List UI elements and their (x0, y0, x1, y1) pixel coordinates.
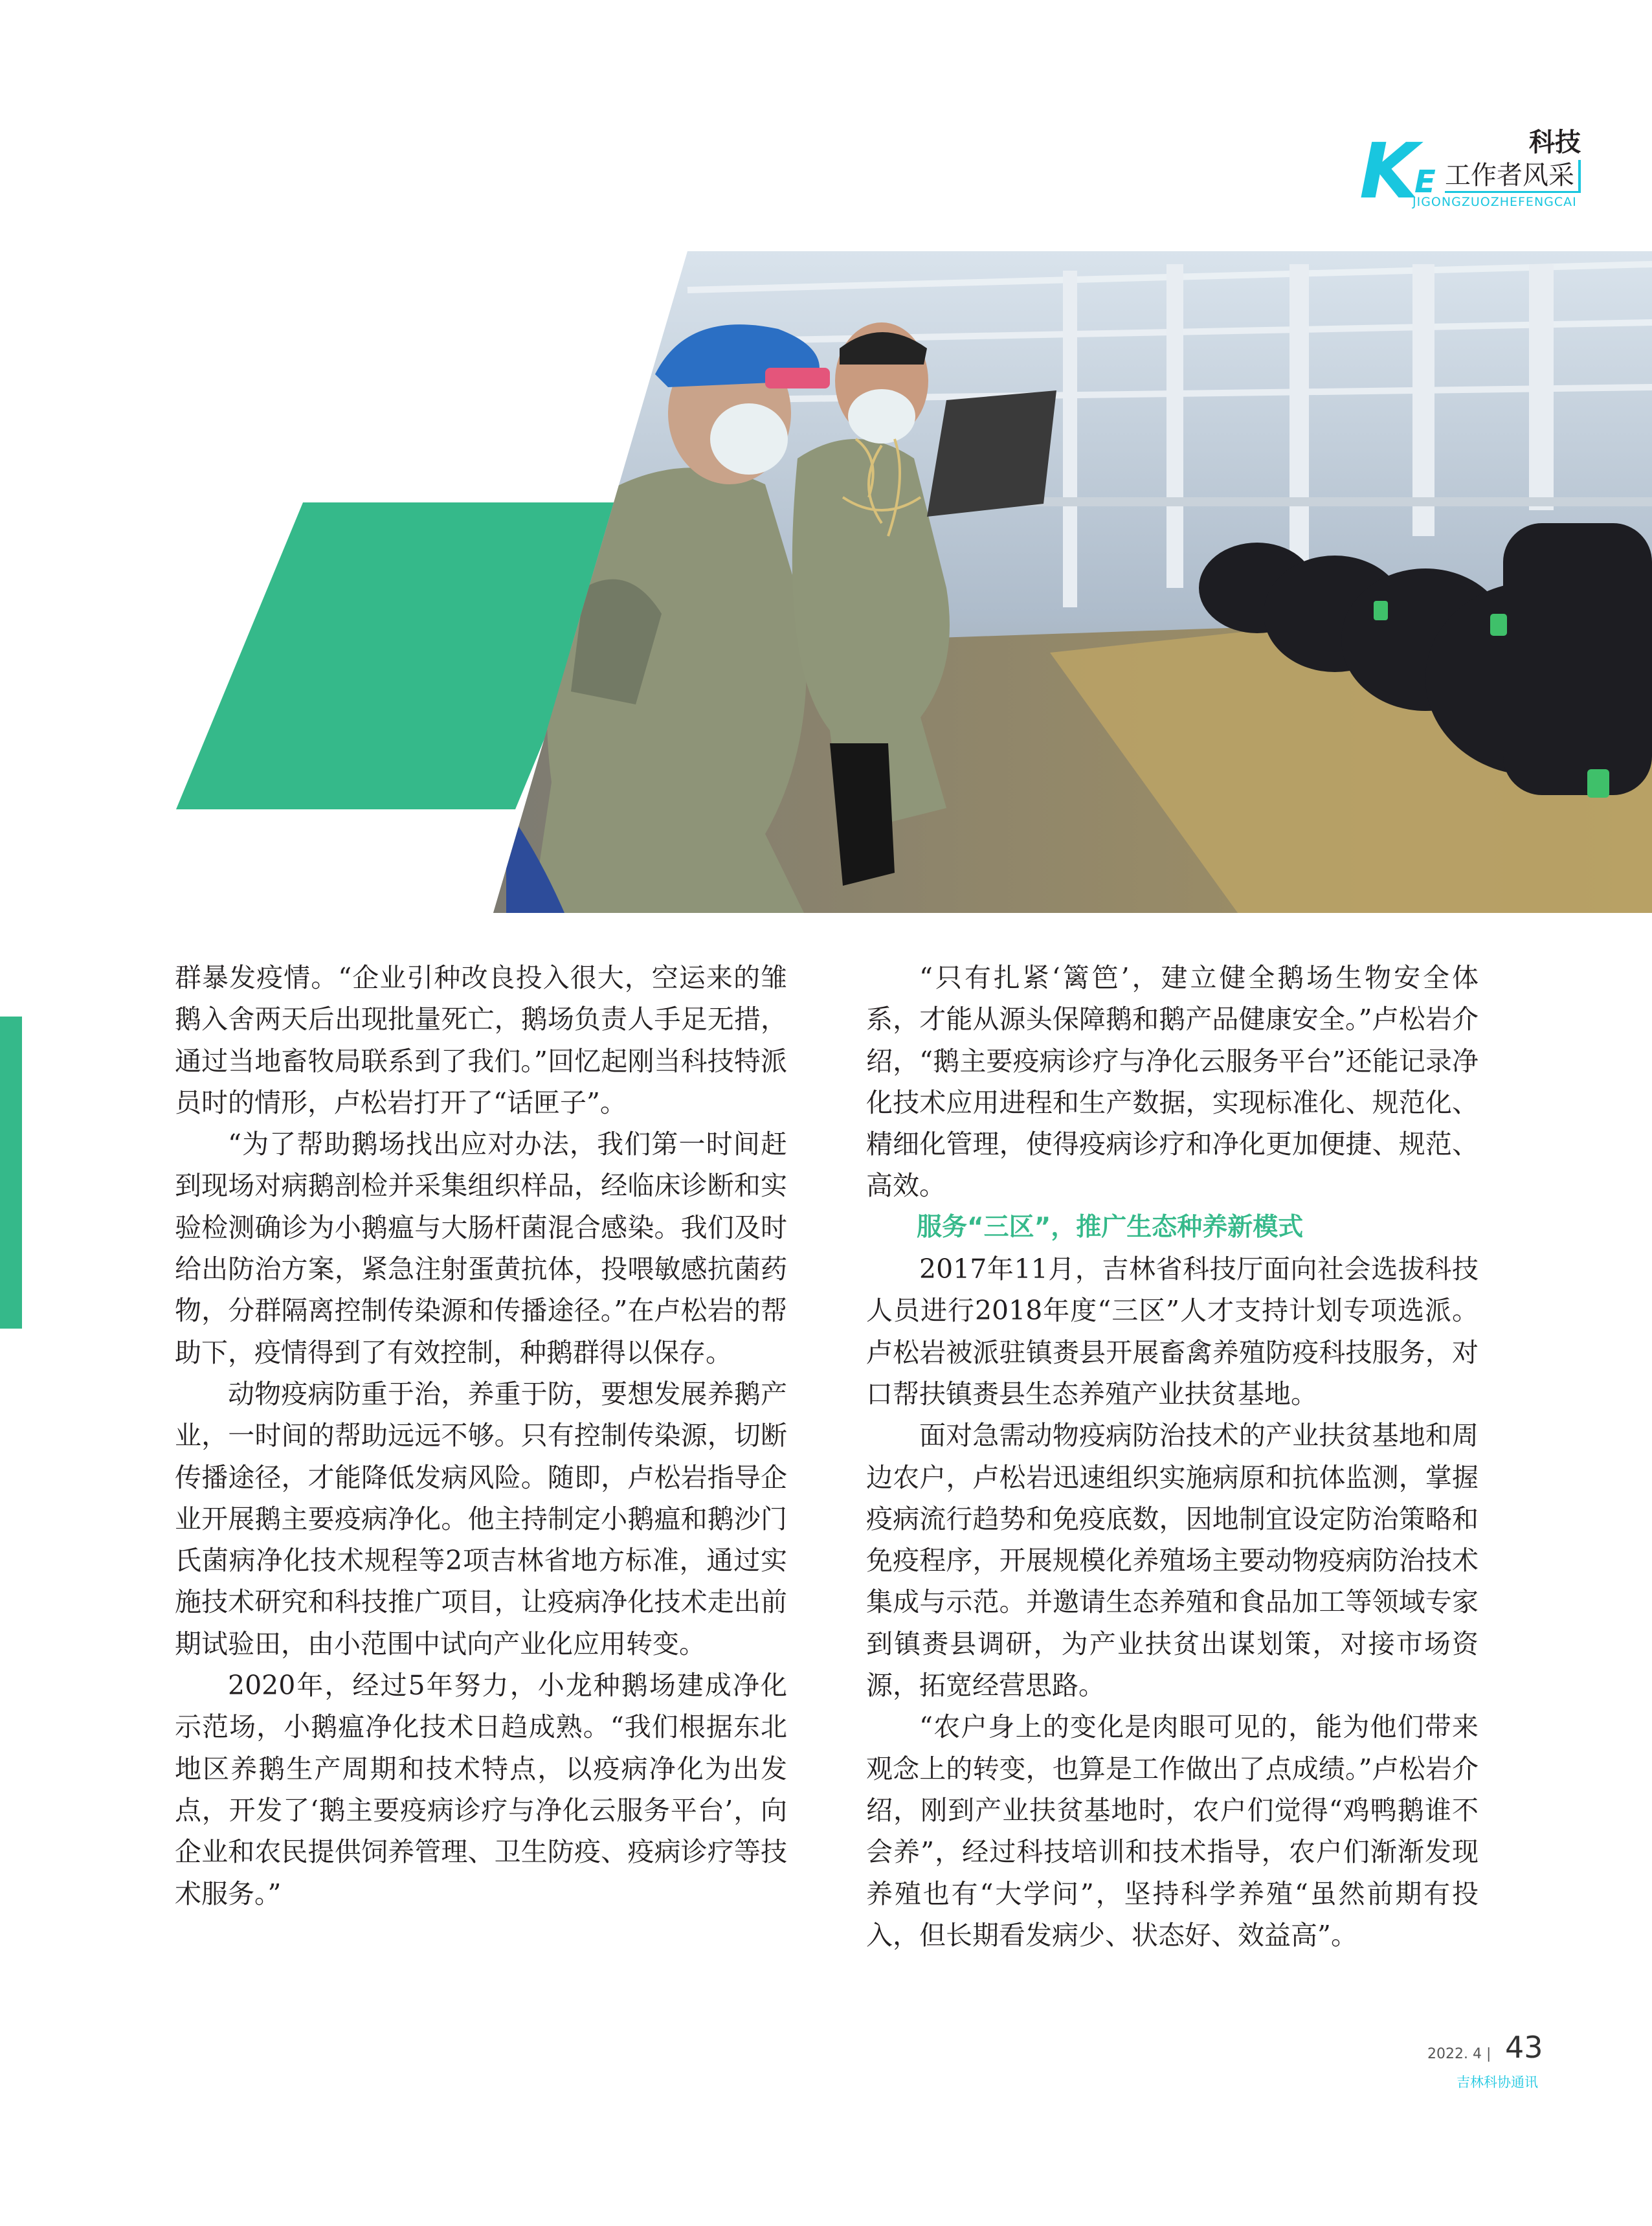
column-logo (1327, 126, 1586, 214)
left-text-column (175, 957, 787, 1915)
right-text-column (866, 957, 1479, 1956)
paragraph: “农户身上的变化是肉眼可见的，能为他们带来观念上的转变，也算是工作做出了点成绩。”卢松岩介绍，刚到产业扶贫基地时，农户们觉得“鸡鸭鹅谁不会养”，经过科技培训和技术指导，农户们渐渐发现养殖也有“大学问”，坚持科学养殖“虽然前期有投入，但长期看发病少、状态好、效益高”。 (866, 1711, 1479, 1951)
page-number: 43 (1505, 2030, 1543, 2065)
paragraph: 动物疫病防重于治，养重于防，要想发展养鹅产业，一时间的帮助远远不够。只有控制传染源，切断传播途径，才能降低发病风险。随即，卢松岩指导企业开展鹅主要疫病净化。他主持制定小鹅瘟和鹅沙门氏菌病净化技术规程等2项吉林省地方标准，通过实施技术研究和科技推广项目，让疫病净化技术走出前期试验田，由小范围中试向产业化应用转变。 (175, 1378, 787, 1659)
paragraph: 面对急需动物疫病防治技术的产业扶贫基地和周边农户，卢松岩迅速组织实施病原和抗体监测，掌握疫病流行趋势和免疫底数，因地制宜设定防治策略和免疫程序，开展规模化养殖场主要动物疫病防治技术集成与示范。并邀请生态养殖和食品加工等领域专家到镇赉县调研，为产业扶贫出谋划策，对接市场资源，拓宽经营思路。 (866, 1420, 1479, 1702)
paragraph: 2020年，经过5年努力，小龙种鹅场建成净化示范场，小鹅瘟净化技术日趋成熟。“我们根据东北地区养鹅生产周期和技术特点，以疫病净化为出发点，开发了‘鹅主要疫病诊疗与净化云服务平台’，向企业和农民提供饲养管理、卫生防疫、疫病诊疗等技术服务。” (175, 1670, 787, 1909)
left-edge-tab (0, 1017, 22, 1329)
paragraph: “为了帮助鹅场找出应对办法，我们第一时间赶到现场对病鹅剖检并采集组织样品，经临床诊断和实验检测确诊为小鹅瘟与大肠杆菌混合感染。我们及时给出防治方案，紧急注射蛋黄抗体，投喂敏感抗菌药物，分群隔离控制传染源和传播途径。”在卢松岩的帮助下，疫情得到了有效控制，种鹅群得以保存。 (175, 1129, 787, 1368)
logo-keji-text: 科技 (1529, 128, 1581, 157)
logo-letter-e: E (1414, 164, 1436, 200)
logo-pinyin: JIGONGZUOZHEFENGCAI (1412, 195, 1577, 209)
section-heading: 服务“三区”，推广生态种养新模式 (917, 1212, 1304, 1242)
paragraph: 群暴发疫情。“企业引种改良投入很大，空运来的雏鹅入舍两天后出现批量死亡，鹅场负责人手足无措，通过当地畜牧局联系到了我们。”回忆起刚当科技特派员时的情形，卢松岩打开了“话匣子”。 (175, 962, 787, 1118)
article-photo (493, 251, 1652, 913)
issue-date: 2022. 4 | (1427, 2046, 1491, 2062)
paragraph: 2017年11月，吉林省科技厅面向社会选拔科技人员进行2018年度“三区”人才支持计划专项选派。卢松岩被派驻镇赉县开展畜禽养殖防疫科技服务，对口帮扶镇赉县生态养殖产业扶贫基地。 (866, 1254, 1479, 1410)
logo-column-title: 工作者风采 (1445, 160, 1581, 193)
magazine-name: 吉林科协通讯 (1457, 2074, 1538, 2090)
logo-letter-k: K (1359, 126, 1419, 216)
paragraph: “只有扎紧‘篱笆’，建立健全鹅场生物安全体系，才能从源头保障鹅和鹅产品健康安全。”卢松岩介绍，“鹅主要疫病诊疗与净化云服务平台”还能记录净化技术应用进程和生产数据，实现标准化、规范化、精细化管理，使得疫病诊疗和净化更加便捷、规范、高效。 (866, 962, 1479, 1202)
